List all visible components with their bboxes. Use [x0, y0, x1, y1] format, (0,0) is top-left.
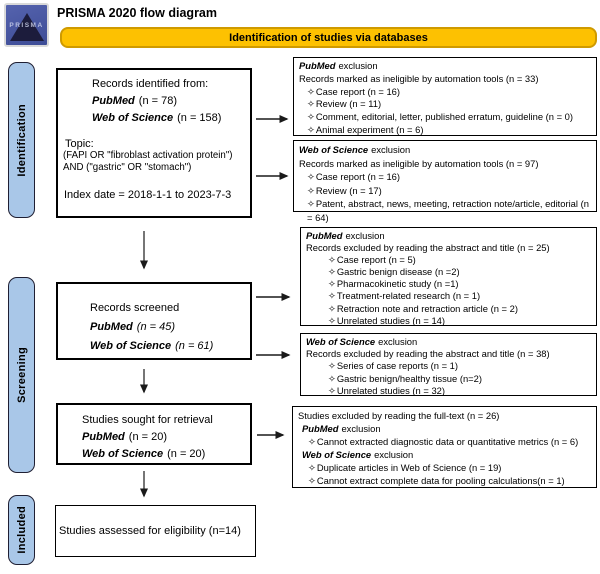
- exclusion-subtitle: Records excluded by reading the abstract and title (n = 25): [306, 242, 550, 254]
- exclusion-reason: [299, 170, 592, 184]
- exclusion-reason-text: Review (n = 11): [315, 98, 382, 110]
- logo-text: PRISMA: [9, 22, 44, 29]
- box-heading: Studies assessed for eligibility (n=14): [59, 525, 241, 537]
- box-heading: Records screened: [90, 302, 180, 314]
- exclusion-reason-text: Cannot extract complete data for pooling calculations(n = 1): [316, 475, 565, 487]
- wos-count-line: Web of Science (n = 20): [82, 448, 206, 460]
- exclusion-reason-text: Pharmacokinetic study (n =1): [336, 278, 459, 290]
- exclusion-header: PubMed exclusion: [306, 230, 385, 241]
- databases-banner: [60, 27, 597, 48]
- stage-label-identification: Identification: [8, 62, 35, 218]
- exclusion-reason: [306, 385, 592, 397]
- exclusion-reason: [299, 197, 592, 224]
- stage-label-screening: Screening: [8, 277, 35, 473]
- fulltext-exclusion-box: [292, 406, 597, 488]
- exclusion-reason: [306, 303, 592, 315]
- pubmed-exclusion-list: [298, 435, 592, 448]
- exclusion-reason-text: Case report (n = 5): [336, 254, 416, 266]
- diamond-bullet-icon: ✧: [307, 198, 315, 210]
- fulltext-title: Studies excluded by reading the full-text (n = 26): [298, 410, 500, 421]
- records-identified-box: [56, 68, 252, 218]
- exclusion-reason-text: Comment, editorial, letter, published erratum, guideline (n = 0): [315, 111, 574, 123]
- exclusion-reason-text: Gastric benign/healthy tissue (n=2): [336, 372, 482, 384]
- studies-eligibility-box: [55, 505, 256, 557]
- exclusion-reason-text: Unrelated studies (n = 14): [336, 314, 445, 326]
- exclusion-subtitle: Records marked as ineligible by automation tools (n = 97): [299, 157, 539, 169]
- diamond-bullet-icon: ✧: [328, 302, 336, 314]
- exclusion-reason: [306, 266, 592, 278]
- exclusion-reason: [306, 373, 592, 385]
- box-heading: Records identified from:: [92, 78, 209, 90]
- exclusion-reason-text: Animal experiment (n = 6): [315, 123, 424, 135]
- exclusion-reason-text: Treatment-related research (n = 1): [336, 290, 481, 302]
- diamond-bullet-icon: ✧: [328, 266, 336, 278]
- exclusion-reason-text: Patent, abstract, news, meeting, retraction note/article, editorial (n = 64): [307, 198, 589, 223]
- exclusion-reason: [299, 124, 592, 137]
- wos-count-line: Web of Science (n = 61): [90, 339, 214, 352]
- exclusion-reason-text: Retraction note and retraction article (n = 2): [336, 302, 518, 314]
- diamond-bullet-icon: ✧: [308, 475, 316, 487]
- diamond-bullet-icon: ✧: [328, 384, 336, 396]
- exclusion-subtitle: Records excluded by reading the abstract and title (n = 38): [306, 348, 550, 360]
- diamond-bullet-icon: ✧: [307, 184, 315, 196]
- stage-label-included: Included: [8, 495, 35, 565]
- exclusion-reason: [306, 254, 592, 266]
- diamond-bullet-icon: ✧: [328, 360, 336, 372]
- wos-exclusion-header: Web of Science exclusion: [302, 449, 414, 461]
- exclusion-reason: [299, 111, 592, 124]
- page-title: PRISMA 2020 flow diagram: [57, 6, 217, 20]
- exclusion-reason-text: Duplicate articles in Web of Science (n = 19): [316, 462, 502, 474]
- diamond-bullet-icon: ✧: [307, 111, 315, 123]
- index-date: Index date = 2018-1-1 to 2023-7-3: [64, 189, 232, 201]
- exclusion-reason: [306, 315, 592, 327]
- search-query-line2: AND ("gastric" OR "stomach"): [63, 161, 192, 173]
- exclusion-reason: [306, 290, 592, 302]
- exclusion-reason: [298, 461, 592, 474]
- wos-abstract-exclusion-box: [300, 333, 597, 396]
- exclusion-list: [299, 86, 592, 137]
- pubmed-automation-exclusion-box: [293, 57, 597, 136]
- pubmed-count-line: PubMed (n = 45): [90, 321, 175, 333]
- search-query-line1: (FAPI OR "fibroblast activation protein"): [63, 150, 233, 161]
- diamond-bullet-icon: ✧: [328, 278, 336, 290]
- exclusion-reason: [306, 360, 592, 372]
- pubmed-count-line: PubMed (n = 78): [92, 95, 177, 107]
- exclusion-reason-text: Gastric benign disease (n =2): [336, 266, 460, 278]
- exclusion-header: Web of Science exclusion: [306, 336, 418, 347]
- diamond-bullet-icon: ✧: [328, 254, 336, 266]
- pubmed-exclusion-header: PubMed exclusion: [302, 423, 381, 435]
- diamond-bullet-icon: ✧: [328, 290, 336, 302]
- wos-automation-exclusion-box: [293, 140, 597, 223]
- diamond-bullet-icon: ✧: [307, 85, 315, 97]
- exclusion-reason: [298, 474, 592, 487]
- prisma-logo: [4, 3, 49, 47]
- exclusion-reason-text: Case report (n = 16): [315, 85, 401, 97]
- exclusion-reason: [299, 86, 592, 99]
- exclusion-reason: [306, 278, 592, 290]
- pubmed-abstract-exclusion-box: [300, 227, 597, 326]
- wos-count-line: Web of Science (n = 158): [92, 112, 222, 124]
- exclusion-list: [306, 254, 592, 327]
- diamond-bullet-icon: ✧: [308, 436, 316, 448]
- exclusion-subtitle: Records marked as ineligible by automation tools (n = 33): [299, 72, 539, 84]
- exclusion-reason: [299, 98, 592, 111]
- exclusion-reason-text: Cannot extracted diagnostic data or quantitative metrics (n = 6): [316, 436, 579, 448]
- exclusion-reason: [299, 184, 592, 198]
- pubmed-count-line: PubMed (n = 20): [82, 431, 167, 443]
- diamond-bullet-icon: ✧: [307, 98, 315, 110]
- diamond-bullet-icon: ✧: [328, 314, 336, 326]
- diamond-bullet-icon: ✧: [307, 171, 315, 183]
- diamond-bullet-icon: ✧: [307, 123, 315, 135]
- exclusion-reason-text: Case report (n = 16): [315, 171, 401, 183]
- box-heading: Studies sought for retrieval: [82, 414, 213, 426]
- exclusion-reason-text: Review (n = 17): [315, 184, 382, 196]
- topic-label: Topic:: [65, 138, 94, 150]
- diamond-bullet-icon: ✧: [328, 372, 336, 384]
- diamond-bullet-icon: ✧: [308, 462, 316, 474]
- exclusion-list: [306, 360, 592, 397]
- exclusion-reason: [298, 435, 592, 448]
- exclusion-reason-text: Unrelated studies (n = 32): [336, 384, 445, 396]
- exclusion-reason-text: Series of case reports (n = 1): [336, 360, 459, 372]
- wos-exclusion-list: [298, 461, 592, 487]
- exclusion-list: [299, 170, 592, 224]
- banner-label: Identification of studies via databases: [229, 31, 428, 44]
- studies-retrieval-box: [56, 403, 252, 465]
- exclusion-header: Web of Science exclusion: [299, 144, 411, 155]
- records-screened-box: [56, 282, 252, 360]
- exclusion-header: PubMed exclusion: [299, 60, 378, 71]
